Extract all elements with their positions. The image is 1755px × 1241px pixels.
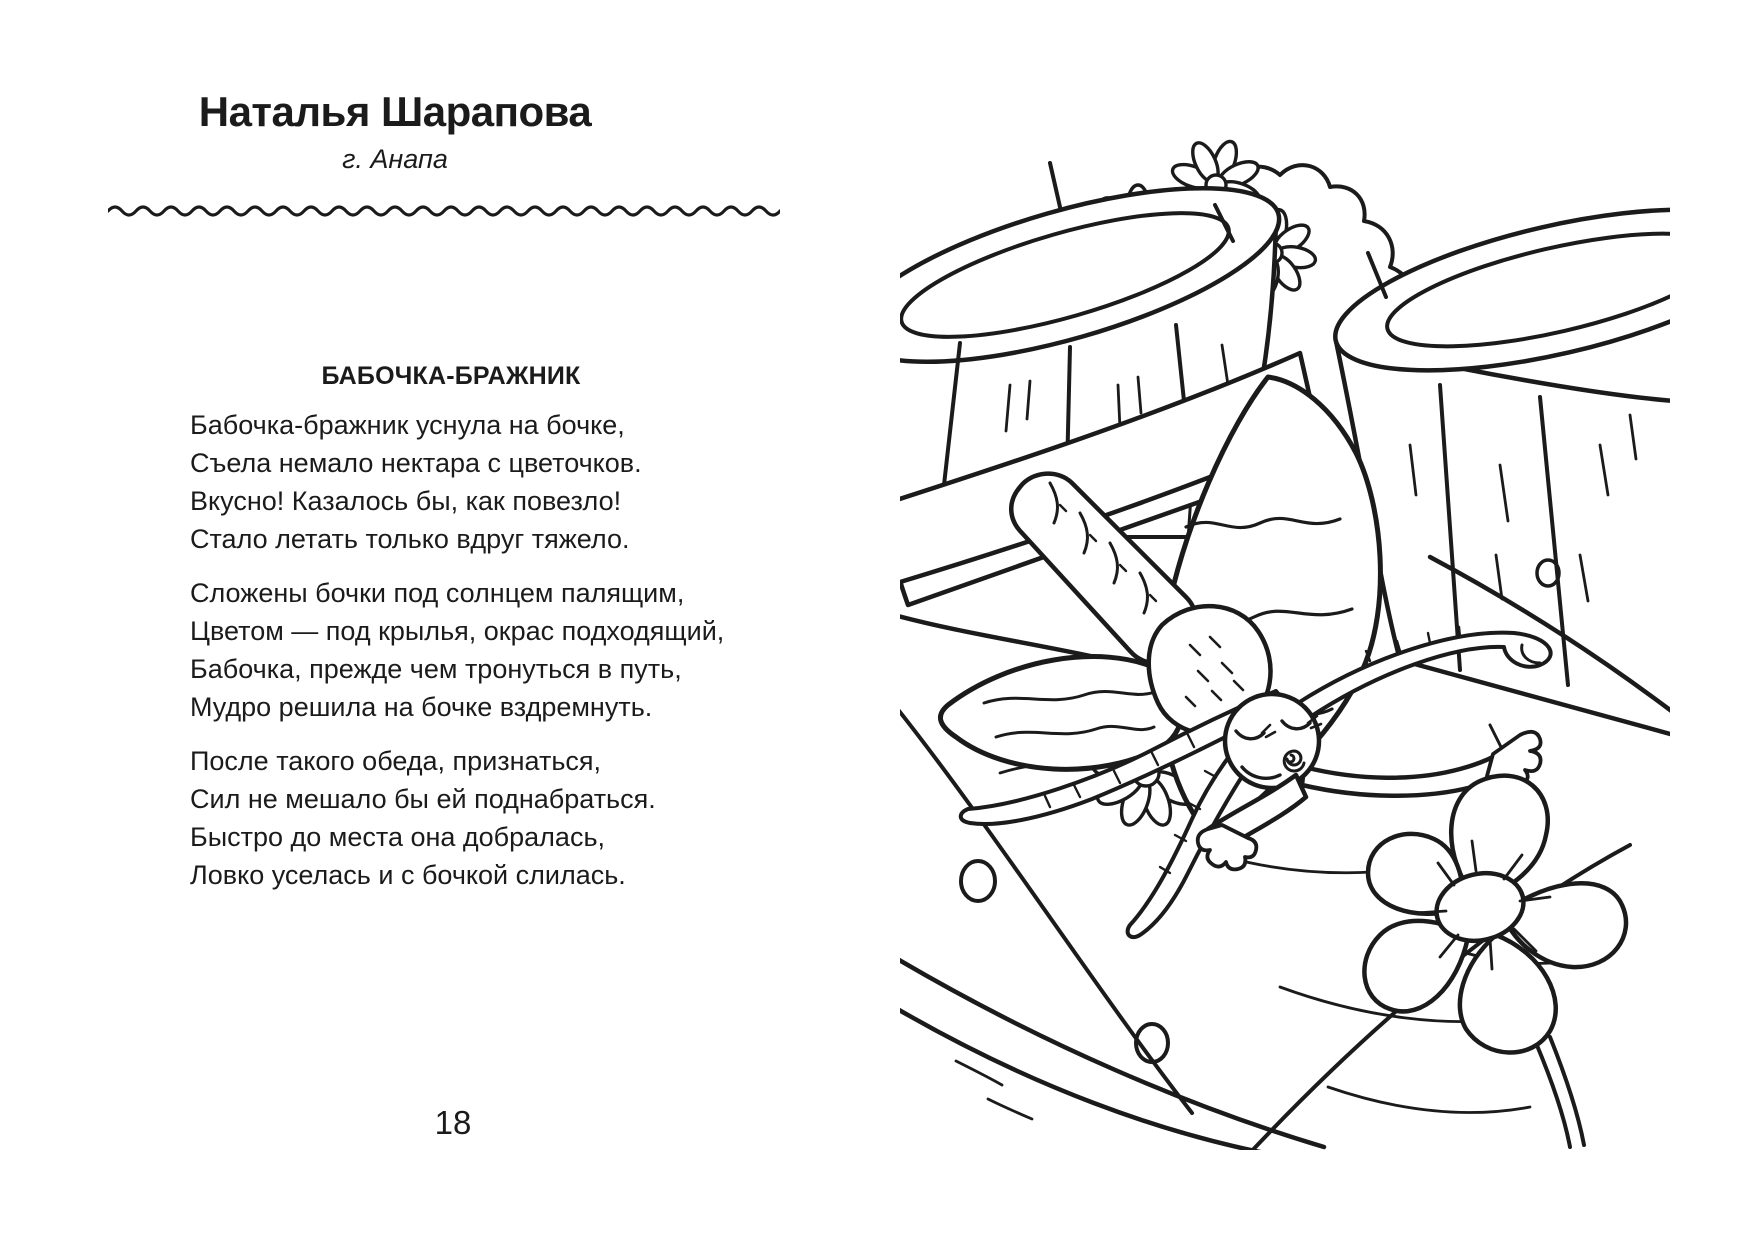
- wood-knot: [961, 861, 995, 901]
- wavy-divider-path: [108, 207, 780, 215]
- coloring-illustration: [900, 85, 1670, 1150]
- flower-stem: [1536, 1043, 1570, 1147]
- poem-line: Быстро до места она добралась,: [190, 822, 606, 852]
- wavy-divider: [108, 202, 780, 220]
- poem-stanza: [190, 742, 750, 894]
- poem-title: БАБОЧКА-БРАЖНИК: [321, 362, 581, 390]
- author-city: г. Анапа: [342, 144, 448, 174]
- poem-line: После такого обеда, признаться,: [190, 746, 602, 776]
- poem-body: [190, 406, 750, 894]
- poem-line: Стало летать только вдруг тяжело.: [190, 524, 630, 554]
- poem-line: Вкусно! Казалось бы, как повезло!: [190, 486, 622, 516]
- poem-line: Сил не мешало бы ей поднабраться.: [190, 784, 656, 814]
- poem-line: Бабочка, прежде чем тронуться в путь,: [190, 654, 682, 684]
- poem-line: Сложены бочки под солнцем палящим,: [190, 578, 685, 608]
- poem-stanza: [190, 574, 750, 726]
- poem-line: Бабочка-бражник уснула на бочке,: [190, 410, 625, 440]
- moth-head: [1225, 694, 1319, 788]
- poem-line: Цветом — под крылья, окрас подходящий,: [190, 616, 725, 646]
- page-number: 18: [434, 1104, 472, 1141]
- poem-line: Мудро решила на бочке вздремнуть.: [190, 692, 653, 722]
- poem-line: Съела немало нектара с цветочков.: [190, 448, 642, 478]
- flower: [1364, 776, 1626, 1147]
- poem-stanza: [190, 406, 750, 558]
- poem-line: Ловко уселась и с бочкой слилась.: [190, 860, 626, 890]
- author-name: Наталья Шарапова: [198, 88, 592, 135]
